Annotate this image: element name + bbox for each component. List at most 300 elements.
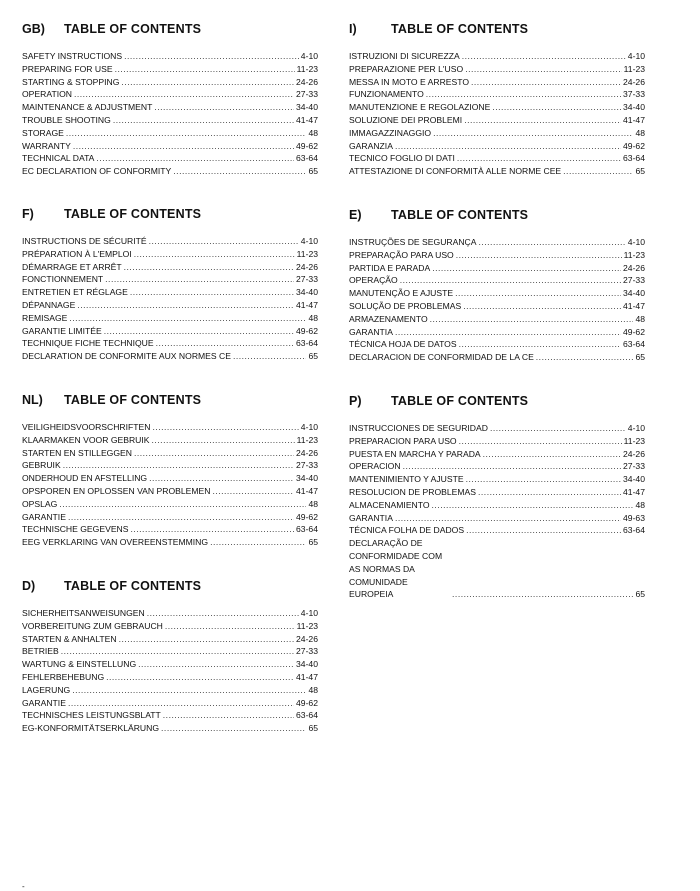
- dot-leader: [165, 620, 295, 633]
- toc-section-nl: [22, 393, 318, 549]
- toc-entry-label: INSTRUÇÕES DE SEGURANÇA: [349, 237, 477, 247]
- toc-entry-label: SAFETY INSTRUCTIONS: [22, 51, 123, 61]
- toc-entry-label: VORBEREITUNG ZUM GEBRAUCH: [22, 620, 163, 631]
- toc-entry-label: TECHNICAL DATA: [22, 153, 95, 164]
- dot-leader: [124, 261, 294, 274]
- toc-entry-page: 27-33: [296, 274, 318, 285]
- toc-entry-page: 34-40: [296, 659, 318, 670]
- dot-leader: [432, 499, 634, 512]
- toc-section-i: [349, 22, 645, 178]
- toc-entry-label: ATTESTAZIONE DI CONFORMITÀ ALLE NORME CEE: [349, 166, 562, 177]
- dot-leader: [403, 460, 621, 473]
- toc-entry-page: 24-26: [623, 76, 645, 87]
- dot-leader: [466, 473, 621, 486]
- dot-leader: [463, 300, 621, 313]
- toc-entry-label: FEHLERBEHEBUNG: [22, 671, 105, 682]
- toc-entry: [349, 351, 645, 364]
- dot-leader: [395, 326, 621, 339]
- toc-entry-page: 65: [308, 166, 318, 177]
- toc-entry: [22, 114, 318, 127]
- dot-leader: [492, 101, 621, 114]
- toc-entry-page: 4-10: [300, 236, 318, 246]
- dot-leader: [426, 88, 621, 101]
- toc-entry: [349, 512, 645, 525]
- toc-entry-list: [22, 50, 318, 178]
- toc-entry: [22, 127, 318, 140]
- toc-entry-label: ONDERHOUD EN AFSTELLING: [22, 473, 148, 484]
- dot-leader: [72, 684, 306, 697]
- toc-entry-label: OPERAÇÃO: [349, 275, 398, 286]
- toc-entry-label: KLAARMAKEN VOOR GEBRUIK: [22, 434, 150, 445]
- dot-leader: [233, 350, 306, 363]
- toc-entry-page: 63-64: [623, 525, 645, 536]
- toc-entry-label: MAINTENANCE & ADJUSTMENT: [22, 102, 153, 113]
- toc-entry-label: INSTRUCCIONES DE SEGURIDAD: [349, 423, 488, 433]
- toc-entry-label: SICHERHEITSANWEISUNGEN: [22, 608, 145, 618]
- toc-entry-page: 48: [308, 127, 318, 138]
- dot-leader: [395, 140, 621, 153]
- dot-leader: [462, 50, 626, 63]
- toc-entry: [22, 248, 318, 261]
- toc-entry-page: 63-64: [296, 338, 318, 349]
- toc-entry-list: [22, 235, 318, 363]
- toc-entry-page: 24-26: [623, 262, 645, 273]
- dot-leader: [138, 658, 294, 671]
- toc-entry-label: TECHNIQUE FICHE TECHNIQUE: [22, 338, 154, 349]
- toc-entry: [349, 274, 645, 287]
- dot-leader: [149, 235, 299, 248]
- toc-entry-page: 4-10: [300, 608, 318, 618]
- toc-entry-label: MANUTENZIONE E REGOLAZIONE: [349, 102, 491, 113]
- toc-entry: [349, 537, 645, 601]
- toc-entry: [22, 76, 318, 89]
- dot-leader: [163, 709, 294, 722]
- toc-entry-page: 34-40: [296, 102, 318, 113]
- toc-entry-page: 24-26: [296, 447, 318, 458]
- toc-entry: [349, 101, 645, 114]
- toc-entry: [349, 76, 645, 89]
- dot-leader: [210, 536, 306, 549]
- toc-entry-label: GARANTIE: [22, 697, 66, 708]
- toc-entry-label: TECHNISCHE GEGEVENS: [22, 524, 129, 535]
- toc-entry-label: REMISAGE: [22, 312, 68, 323]
- toc-section-f: [22, 207, 318, 363]
- section-title: TABLE OF CONTENTS: [64, 393, 202, 407]
- section-title: TABLE OF CONTENTS: [391, 208, 529, 222]
- toc-entry-page: 11-23: [296, 63, 318, 74]
- toc-entry: [22, 697, 318, 710]
- toc-entry-label: WARRANTY: [22, 140, 71, 151]
- toc-entry-page: 49-62: [623, 326, 645, 337]
- language-code: F): [22, 207, 34, 221]
- dot-leader: [96, 152, 294, 165]
- toc-entry: [22, 312, 318, 325]
- toc-entry-page: 27-33: [296, 646, 318, 657]
- dot-leader: [147, 607, 299, 620]
- toc-entry: [22, 140, 318, 153]
- toc-entry-label: STARTING & STOPPING: [22, 76, 120, 87]
- toc-entry: [349, 524, 645, 537]
- dot-leader: [471, 76, 621, 89]
- language-code: NL): [22, 393, 43, 407]
- dot-leader: [432, 262, 621, 275]
- toc-entry-page: 24-26: [296, 633, 318, 644]
- toc-entry-list: [349, 422, 645, 601]
- toc-entry-label: OPERATION: [22, 89, 72, 100]
- dot-leader: [152, 421, 298, 434]
- toc-entry: [22, 671, 318, 684]
- dot-leader: [456, 249, 622, 262]
- toc-entry-page: 41-47: [296, 485, 318, 496]
- toc-entry-page: 41-47: [623, 114, 645, 125]
- toc-entry-page: 27-33: [623, 275, 645, 286]
- section-heading: [22, 22, 318, 38]
- toc-entry-page: 65: [308, 537, 318, 548]
- toc-entry-label: ALMACENAMIENTO: [349, 499, 430, 510]
- toc-entry-page: 48: [635, 313, 645, 324]
- section-title: TABLE OF CONTENTS: [64, 579, 202, 593]
- section-title: TABLE OF CONTENTS: [391, 22, 529, 36]
- dot-leader: [479, 236, 626, 249]
- toc-entry-list: [22, 421, 318, 549]
- language-code: D): [22, 579, 36, 593]
- toc-entry-label: DECLARAÇÃO DE CONFORMIDADE COM AS NORMAS DA COMUNIDADE EUROPEIA: [349, 538, 443, 600]
- toc-entry-page: 11-23: [623, 249, 645, 260]
- toc-entry: [22, 337, 318, 350]
- toc-entry-page: 63-64: [296, 153, 318, 164]
- toc-entry-page: 63-64: [623, 339, 645, 350]
- toc-entry: [349, 338, 645, 351]
- dot-leader: [490, 422, 626, 435]
- toc-entry-label: DÉPANNAGE: [22, 299, 76, 310]
- dot-leader: [106, 671, 294, 684]
- toc-entry-label: BETRIEB: [22, 646, 59, 657]
- section-title: TABLE OF CONTENTS: [64, 207, 202, 221]
- toc-entry-label: GARANTIA: [349, 512, 393, 523]
- dot-leader: [152, 434, 295, 447]
- toc-entry: [22, 709, 318, 722]
- toc-entry-label: EEG VERKLARING VAN OVEREENSTEMMING: [22, 537, 209, 548]
- toc-section-e: [349, 208, 645, 364]
- toc-entry-page: 63-64: [296, 710, 318, 721]
- language-code: E): [349, 208, 362, 222]
- toc-entry-page: 48: [635, 499, 645, 510]
- dot-leader: [105, 273, 294, 286]
- dot-leader: [149, 472, 294, 485]
- toc-entry-page: 49-62: [296, 325, 318, 336]
- toc-entry: [349, 114, 645, 127]
- section-heading: [349, 208, 645, 224]
- toc-entry-label: VEILIGHEIDSVOORSCHRIFTEN: [22, 422, 151, 432]
- toc-entry-label: WARTUNG & EINSTELLUNG: [22, 659, 137, 670]
- dot-leader: [430, 313, 634, 326]
- toc-entry: [22, 459, 318, 472]
- toc-entry-label: FUNZIONAMENTO: [349, 89, 424, 100]
- toc-entry-page: 11-23: [623, 63, 645, 74]
- dot-leader: [563, 165, 633, 178]
- toc-entry: [22, 350, 318, 363]
- toc-entry-page: 65: [308, 723, 318, 734]
- toc-entry-label: EC DECLARATION OF CONFORMITY: [22, 166, 172, 177]
- dot-leader: [63, 459, 294, 472]
- toc-entry-page: 65: [308, 351, 318, 362]
- toc-entry-label: TECNICO FOGLIO DI DATI: [349, 153, 455, 164]
- toc-entry-page: 41-47: [296, 299, 318, 310]
- toc-entry: [22, 325, 318, 338]
- toc-entry: [22, 536, 318, 549]
- toc-section-p: [349, 394, 645, 601]
- page-footer-mark: -: [22, 882, 25, 891]
- toc-entry-page: 48: [635, 127, 645, 138]
- toc-entry: [349, 448, 645, 461]
- toc-entry-label: ENTRETIEN ET RÉGLAGE: [22, 287, 128, 298]
- toc-entry-list: [349, 50, 645, 178]
- dot-leader: [104, 325, 294, 338]
- dot-leader: [68, 511, 294, 524]
- toc-entry: [22, 165, 318, 178]
- toc-entry-page: 34-40: [623, 102, 645, 113]
- dot-leader: [400, 274, 621, 287]
- toc-entry-page: 11-23: [623, 435, 645, 446]
- toc-entry-page: 4-10: [300, 51, 318, 61]
- dot-leader: [161, 722, 306, 735]
- toc-entry-page: 65: [635, 352, 645, 363]
- toc-entry: [349, 88, 645, 101]
- toc-entry-label: STARTEN EN STILLEGGEN: [22, 447, 132, 458]
- toc-entry: [22, 63, 318, 76]
- dot-leader: [69, 312, 306, 325]
- toc-entry-label: RESOLUCION DE PROBLEMAS: [349, 486, 477, 497]
- toc-entry-label: GARANZIA: [349, 140, 393, 151]
- dot-leader: [452, 588, 633, 601]
- toc-entry-label: MANTENIMIENTO Y AJUSTE: [349, 474, 464, 485]
- toc-entry-list: [22, 607, 318, 735]
- toc-entry-label: OPSPOREN EN OPLOSSEN VAN PROBLEMEN: [22, 485, 211, 496]
- toc-entry-label: GEBRUIK: [22, 460, 61, 471]
- dot-leader: [113, 114, 294, 127]
- toc-entry-page: 11-23: [296, 434, 318, 445]
- toc-entry-page: 63-64: [296, 524, 318, 535]
- toc-entry-label: STORAGE: [22, 127, 64, 138]
- dot-leader: [73, 140, 294, 153]
- toc-entry: [22, 633, 318, 646]
- toc-entry-label: OPSLAG: [22, 498, 58, 509]
- toc-entry-page: 41-47: [296, 114, 318, 125]
- toc-entry: [349, 287, 645, 300]
- toc-entry: [349, 63, 645, 76]
- toc-entry-page: 41-47: [623, 486, 645, 497]
- toc-entry-page: 27-33: [296, 89, 318, 100]
- toc-entry: [349, 473, 645, 486]
- section-heading: [22, 207, 318, 223]
- toc-entry-page: 24-26: [623, 448, 645, 459]
- toc-entry-page: 34-40: [296, 287, 318, 298]
- toc-entry-label: LAGERUNG: [22, 684, 71, 695]
- toc-entry: [22, 658, 318, 671]
- dot-leader: [68, 697, 294, 710]
- toc-entry-label: MESSA IN MOTO E ARRESTO: [349, 76, 470, 87]
- language-code: P): [349, 394, 362, 408]
- dot-leader: [457, 152, 621, 165]
- dot-leader: [154, 101, 294, 114]
- dot-leader: [483, 448, 621, 461]
- dot-leader: [455, 287, 621, 300]
- toc-entry-page: 4-10: [627, 237, 645, 247]
- dot-leader: [121, 76, 294, 89]
- toc-entry-label: TÉCNICA FOLHA DE DADOS: [349, 525, 465, 536]
- toc-entry-page: 49-62: [296, 697, 318, 708]
- toc-entry-label: TECHNISCHES LEISTUNGSBLATT: [22, 710, 161, 721]
- toc-entry: [349, 300, 645, 313]
- toc-entry: [22, 235, 318, 248]
- toc-entry-label: MANUTENÇÃO E AJUSTE: [349, 288, 454, 299]
- toc-entry-page: 49-63: [623, 512, 645, 523]
- dot-leader: [459, 435, 622, 448]
- toc-entry-page: 4-10: [300, 422, 318, 432]
- toc-entry-label: GARANTIE: [22, 511, 66, 522]
- toc-entry-page: 65: [635, 589, 645, 600]
- toc-entry: [22, 485, 318, 498]
- dot-leader: [433, 127, 633, 140]
- toc-entry: [349, 127, 645, 140]
- toc-entry-page: 34-40: [296, 473, 318, 484]
- dot-leader: [130, 286, 294, 299]
- toc-entry: [349, 50, 645, 63]
- toc-entry: [22, 722, 318, 735]
- toc-entry-label: STARTEN & ANHALTEN: [22, 633, 117, 644]
- toc-entry: [22, 645, 318, 658]
- toc-entry: [22, 101, 318, 114]
- toc-entry: [22, 684, 318, 697]
- toc-entry-page: 24-26: [296, 261, 318, 272]
- toc-entry-label: FONCTIONNEMENT: [22, 274, 104, 285]
- toc-entry: [349, 140, 645, 153]
- dot-leader: [66, 127, 307, 140]
- toc-section-gb: [22, 22, 318, 178]
- dot-leader: [115, 63, 295, 76]
- toc-entry: [349, 165, 645, 178]
- toc-entry: [349, 262, 645, 275]
- dot-leader: [119, 633, 294, 646]
- toc-entry-page: 37-33: [623, 89, 645, 100]
- section-heading: [349, 22, 645, 38]
- dot-leader: [156, 337, 294, 350]
- toc-entry-page: 49-62: [623, 140, 645, 151]
- toc-entry-label: ARMAZENAMENTO: [349, 313, 428, 324]
- dot-leader: [134, 447, 294, 460]
- section-title: TABLE OF CONTENTS: [64, 22, 202, 36]
- dot-leader: [212, 485, 294, 498]
- toc-entry-page: 48: [308, 498, 318, 509]
- toc-entry-page: 24-26: [296, 76, 318, 87]
- dot-leader: [536, 351, 634, 364]
- toc-entry-page: 27-33: [296, 460, 318, 471]
- dot-leader: [173, 165, 306, 178]
- toc-entry: [22, 286, 318, 299]
- toc-entry: [22, 88, 318, 101]
- toc-entry: [22, 50, 318, 63]
- toc-entry-label: EG-KONFORMITÄTSERKLÄRUNG: [22, 723, 160, 734]
- dot-leader: [59, 498, 306, 511]
- toc-entry-label: SOLUZIONE DEI PROBLEMI: [349, 114, 463, 125]
- dot-leader: [395, 512, 621, 525]
- toc-entry: [22, 421, 318, 434]
- language-code: GB): [22, 22, 45, 36]
- toc-section-d: [22, 579, 318, 735]
- toc-entry-label: ISTRUZIONI DI SICUREZZA: [349, 51, 460, 61]
- toc-entry-page: 41-47: [296, 671, 318, 682]
- toc-entry-label: PREPARING FOR USE: [22, 63, 113, 74]
- toc-entry-label: SOLUÇÃO DE PROBLEMAS: [349, 300, 462, 311]
- dot-leader: [61, 645, 294, 658]
- toc-entry-page: 4-10: [627, 51, 645, 61]
- toc-entry-list: [349, 236, 645, 364]
- section-title: TABLE OF CONTENTS: [391, 394, 529, 408]
- toc-entry-page: 48: [308, 684, 318, 695]
- toc-entry-page: 34-40: [623, 474, 645, 485]
- toc-entry-page: 48: [308, 312, 318, 323]
- toc-entry-page: 4-10: [627, 423, 645, 433]
- toc-entry: [349, 313, 645, 326]
- dot-leader: [77, 299, 294, 312]
- toc-entry: [349, 499, 645, 512]
- toc-entry: [349, 422, 645, 435]
- toc-entry-label: OPERACION: [349, 461, 401, 472]
- section-heading: [22, 393, 318, 409]
- toc-entry-page: 63-64: [623, 153, 645, 164]
- toc-entry: [22, 261, 318, 274]
- section-heading: [22, 579, 318, 595]
- dot-leader: [74, 88, 294, 101]
- toc-entry-label: GARANTIA: [349, 326, 393, 337]
- toc-entry-label: TÉCNICA HOJA DE DATOS: [349, 339, 457, 350]
- dot-leader: [124, 50, 299, 63]
- toc-entry-page: 11-23: [296, 248, 318, 259]
- toc-entry-page: 11-23: [296, 620, 318, 631]
- toc-entry-label: GARANTIE LIMITÉE: [22, 325, 102, 336]
- dot-leader: [465, 63, 621, 76]
- toc-entry: [22, 511, 318, 524]
- toc-entry-page: 49-62: [296, 511, 318, 522]
- toc-entry-page: 41-47: [623, 300, 645, 311]
- toc-entry-label: TROUBLE SHOOTING: [22, 114, 111, 125]
- toc-entry: [349, 486, 645, 499]
- toc-entry: [22, 152, 318, 165]
- toc-entry: [349, 326, 645, 339]
- dot-leader: [459, 338, 621, 351]
- dot-leader: [478, 486, 621, 499]
- toc-entry-label: DECLARACION DE CONFORMIDAD DE LA CE: [349, 352, 534, 363]
- toc-entry: [349, 152, 645, 165]
- toc-entry: [22, 498, 318, 511]
- language-code: I): [349, 22, 357, 36]
- dot-leader: [466, 524, 621, 537]
- toc-entry-label: IMMAGAZZINAGGIO: [349, 127, 432, 138]
- toc-entry-label: PREPARAÇÃO PARA USO: [349, 249, 454, 260]
- toc-entry-page: 49-62: [296, 140, 318, 151]
- toc-entry-label: PREPARAZIONE PER L'USO: [349, 63, 464, 74]
- toc-entry: [349, 236, 645, 249]
- toc-entry: [349, 435, 645, 448]
- toc-entry-label: PARTIDA E PARADA: [349, 262, 431, 273]
- toc-entry-page: 65: [635, 166, 645, 177]
- toc-entry: [22, 607, 318, 620]
- toc-entry: [22, 472, 318, 485]
- toc-entry-label: DECLARATION DE CONFORMITE AUX NORMES CE: [22, 351, 231, 362]
- toc-entry-page: 34-40: [623, 288, 645, 299]
- toc-entry-label: DÉMARRAGE ET ARRÊT: [22, 261, 122, 272]
- toc-entry: [349, 249, 645, 262]
